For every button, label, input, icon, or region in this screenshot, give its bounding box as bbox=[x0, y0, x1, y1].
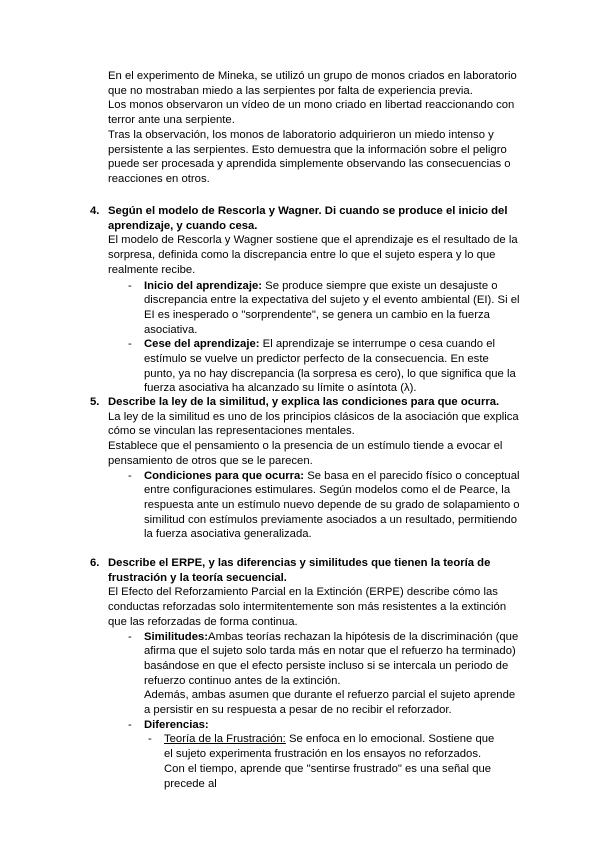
question-5-body-2: Establece que el pensamiento o la presencia de un estímulo tiende a evocar el pensamiento de otros que se le parecen. bbox=[108, 440, 503, 467]
sub-bullet-text: Se enfoca en lo emocional. Sostiene que el sujeto experimenta frustración en los ensayos no reforzados. Con el tiempo, aprende que "sentirse frustrado" es una señal que precede al bbox=[164, 733, 495, 790]
dash-bullet: - bbox=[128, 279, 132, 292]
dash-bullet: - bbox=[148, 733, 152, 746]
bullet-term: Cese del aprendizaje: bbox=[144, 338, 260, 351]
sub-list-item bbox=[148, 732, 530, 791]
bullet-term: Similitudes: bbox=[144, 630, 209, 643]
bullet-text-continued: Además, ambas asumen que durante el refuerzo parcial el sujeto aprende a persistir en su respuesta a pesar de no recibir el reforzador. bbox=[144, 689, 516, 717]
question-4 bbox=[90, 204, 530, 396]
question-4-title: Según el modelo de Rescorla y Wagner. Di cuando se produce el inicio del aprendizaje, y cuando cesa. bbox=[108, 205, 508, 232]
question-6 bbox=[90, 556, 530, 791]
question-4-number: 4. bbox=[90, 205, 100, 217]
dash-bullet: - bbox=[128, 718, 132, 731]
list-item bbox=[128, 337, 520, 396]
list-item bbox=[128, 718, 520, 733]
list-item bbox=[128, 469, 520, 543]
dash-bullet: - bbox=[128, 469, 132, 482]
question-5 bbox=[90, 395, 530, 542]
question-5-number: 5. bbox=[90, 396, 100, 408]
question-4-body: El modelo de Rescorla y Wagner sostiene que el aprendizaje es el resultado de la sorpresa, definida como la discrepancia entre lo que el sujeto espera y lo que realmente recibe. bbox=[108, 234, 518, 276]
bullet-text: El aprendizaje se interrumpe o cesa cuando el estímulo se vuelve un predictor perfecto de la consecuencia. En este punto, ya no hay discrepancia (la sorpresa es cero), lo que significa que la fuerza asociativa ha alcanzado su límite o asíntota (λ). bbox=[144, 338, 516, 395]
list-item bbox=[128, 630, 520, 718]
sub-bullet-term: Teoría de la Frustración: bbox=[164, 733, 286, 746]
question-6-title: Describe el ERPE, y las diferencias y similitudes que tienen la teoría de frustración y la teoría secuencial. bbox=[108, 557, 491, 584]
bullet-term: Condiciones para que ocurra: bbox=[144, 469, 305, 482]
intro-paragraph-2: Los monos observaron un vídeo de un mono criado en libertad reaccionando con terror ante una serpiente. bbox=[108, 99, 515, 127]
question-6-body: El Efecto del Reforzamiento Parcial en la Extinción (ERPE) describe cómo las conductas reforzadas solo intermitentemente son más resistentes a la extinción que las reforzadas de forma continua. bbox=[108, 586, 507, 628]
question-6-number: 6. bbox=[90, 557, 100, 569]
bullet-term: Diferencias: bbox=[144, 718, 209, 731]
bullet-term: Inicio del aprendizaje: bbox=[144, 279, 263, 292]
bullet-text: Ambas teorías rechazan la hipótesis de la discriminación (que afirma que el sujeto solo tarda más en notar que el refuerzo ha terminado) basándose en que el efecto persiste incluso si se intercala un periodo de refuerzo continuo antes de la extinción. bbox=[144, 630, 519, 687]
intro-paragraph-1: En el experimento de Mineka, se utilizó un grupo de monos criados en laboratorio que no mostraban miedo a las serpientes por falta de experiencia previa. bbox=[108, 70, 517, 97]
bullet-text: Se basa en el parecido físico o conceptual entre configuraciones estimulares. Según modelos como el de Pearce, la respuesta ante un estímulo nuevo depende de su grado de solapamiento o similitud con estímulos previamente asociados a un resultado, permitiendo la fuerza asociativa generalizada. bbox=[144, 469, 520, 541]
question-5-body-1: La ley de la similitud es uno de los principios clásicos de la asociación que explica cómo se vinculan las representaciones mentales. bbox=[108, 410, 519, 438]
question-5-title: Describe la ley de la similitud, y explica las condiciones para que ocurra. bbox=[108, 396, 500, 408]
dash-bullet: - bbox=[128, 630, 132, 643]
list-item bbox=[128, 279, 520, 338]
intro-paragraph-3: Tras la observación, los monos de laboratorio adquirieron un miedo intenso y persistente a las serpientes. Esto demuestra que la información sobre el peligro puede ser procesada y aprendida simplemente observando las consecuencias o reacciones en otros. bbox=[108, 128, 511, 185]
dash-bullet: - bbox=[128, 338, 132, 351]
intro-section bbox=[108, 69, 518, 187]
bullet-text: Se produce siempre que existe un desajuste o discrepancia entre la expectativa del sujeto y el evento ambiental (EI). Si el EI es inesperado o "sorprendente", se genera un cambio en la fuerza asociativa. bbox=[144, 279, 520, 336]
